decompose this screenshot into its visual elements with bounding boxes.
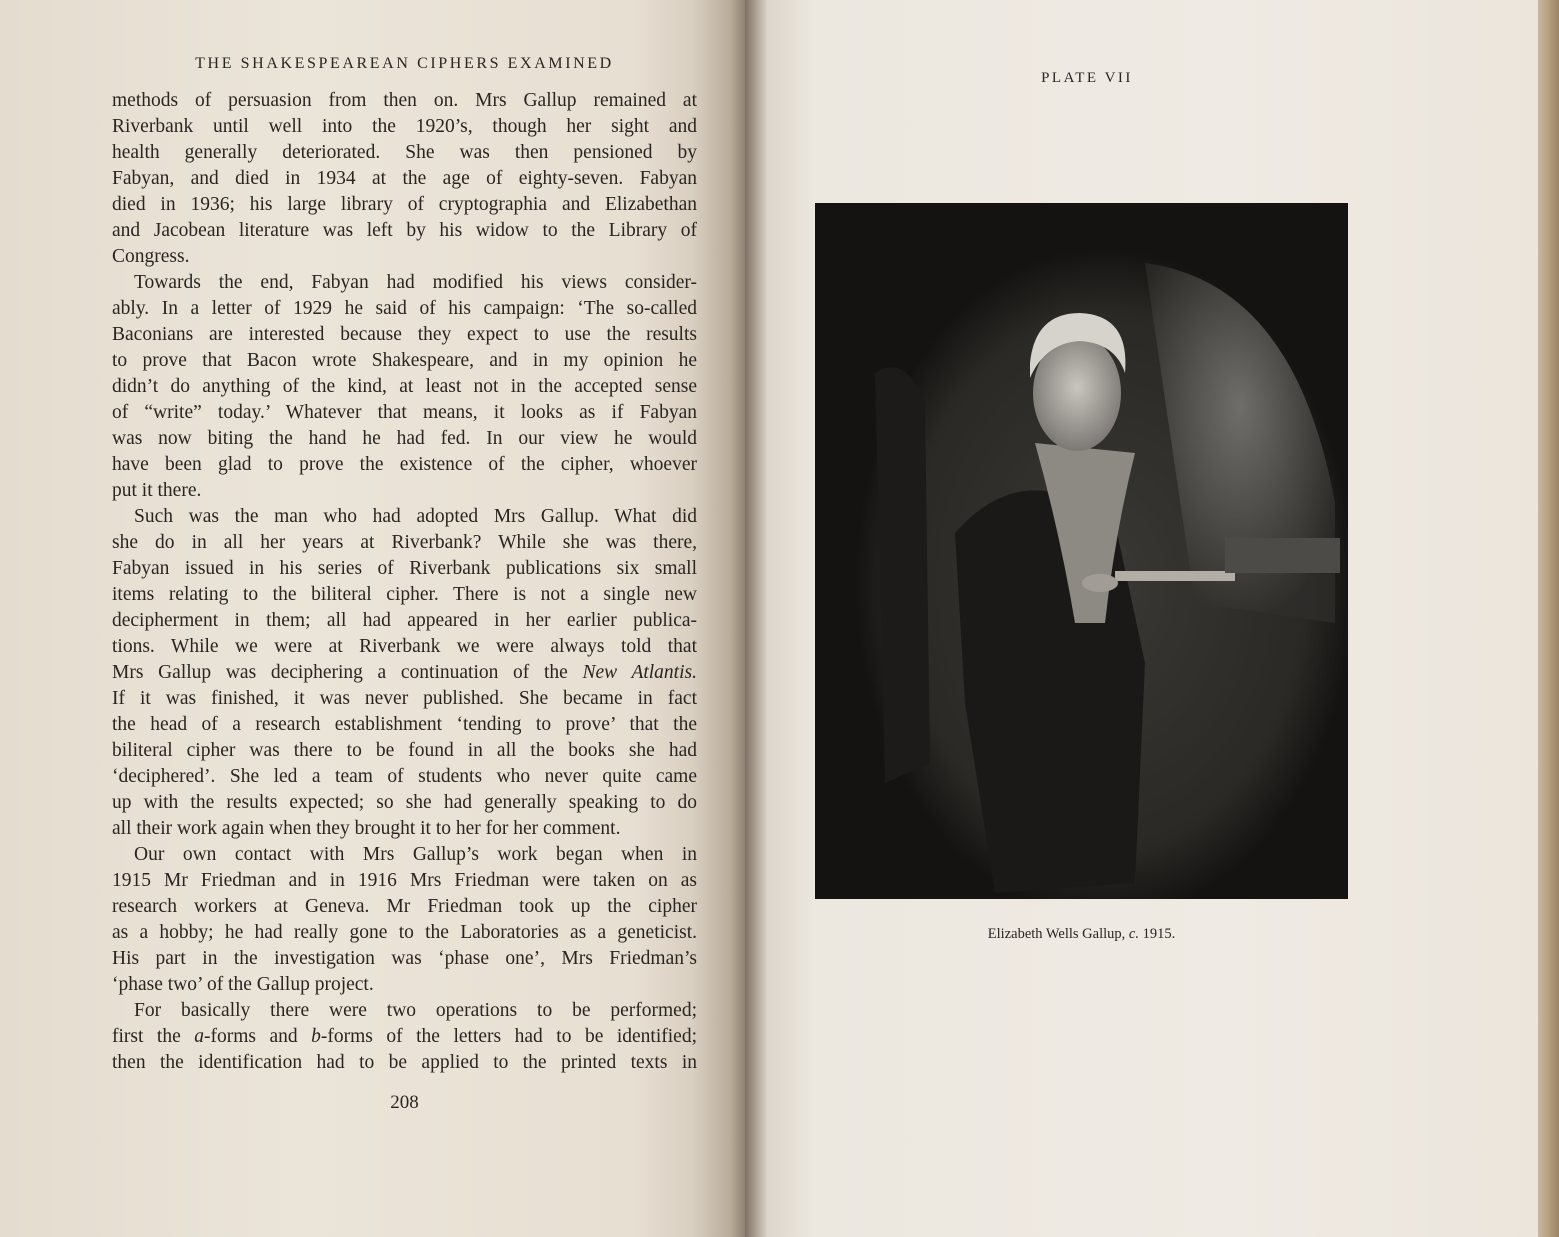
text-line: Baconians are interested because they expect to use the results xyxy=(112,324,697,345)
text-line: Fabyan, and died in 1934 at the age of eighty-seven. Fabyan xyxy=(112,168,697,189)
text-line: research workers at Geneva. Mr Friedman took up the cipher xyxy=(112,896,697,917)
italic-text: b xyxy=(311,1026,321,1047)
text-line: ‘phase two’ of the Gallup project. xyxy=(112,974,374,995)
text-line: was now biting the hand he had fed. In our view he would xyxy=(112,428,697,449)
caption-year: 1915. xyxy=(1138,926,1176,942)
text-line: methods of persuasion from then on. Mrs Gallup remained at xyxy=(112,90,697,111)
text-line: Our own contact with Mrs Gallup’s work began when in xyxy=(134,844,697,865)
photo-caption xyxy=(815,926,1348,943)
text-line: and Jacobean literature was left by his widow to the Library of xyxy=(112,220,697,241)
text-line: tions. While we were at Riverbank we were always told that xyxy=(112,636,697,657)
caption-text: Elizabeth Wells Gallup, xyxy=(987,926,1129,942)
running-head: THE SHAKESPEAREAN CIPHERS EXAMINED xyxy=(195,55,614,72)
left-page xyxy=(0,0,745,1237)
text-line: ably. In a letter of 1929 he said of his campaign: ‘The so-called xyxy=(112,298,697,319)
text-line: to prove that Bacon wrote Shakespeare, and in my opinion he xyxy=(112,350,697,371)
text-line: biliteral cipher was there to be found in all the books she had xyxy=(112,740,697,761)
italic-text: a xyxy=(194,1026,204,1047)
text-line: decipherment in them; all had appeared in her earlier publica- xyxy=(112,610,697,631)
text-line: Mrs Gallup was deciphering a continuation of the New Atlantis. xyxy=(112,662,697,683)
text-line: have been glad to prove the existence of the cipher, whoever xyxy=(112,454,697,475)
text-line: For basically there were two operations to be performed; xyxy=(134,1000,697,1021)
text-line: died in 1936; his large library of cryptographia and Elizabethan xyxy=(112,194,697,215)
text-line: all their work again when they brought it to her for her comment. xyxy=(112,818,621,839)
text-line: up with the results expected; so she had generally speaking to do xyxy=(112,792,697,813)
text-line: Riverbank until well into the 1920’s, though her sight and xyxy=(112,116,697,137)
text-line: first the a-forms and b-forms of the letters had to be identified; xyxy=(112,1026,697,1047)
page-edge xyxy=(1538,0,1559,1237)
text-line: 1915 Mr Friedman and in 1916 Mrs Friedman were taken on as xyxy=(112,870,697,891)
text-line: didn’t do anything of the kind, at least not in the accepted sense xyxy=(112,376,697,397)
page-number: 208 xyxy=(390,1092,419,1113)
text-line: Such was the man who had adopted Mrs Gallup. What did xyxy=(134,506,697,527)
portrait-image xyxy=(815,203,1348,899)
text-line: as a hobby; he had really gone to the Laboratories as a geneticist. xyxy=(112,922,697,943)
portrait-photograph xyxy=(815,203,1348,899)
text-line: If it was finished, it was never published. She became in fact xyxy=(112,688,697,709)
caption-circa: c. xyxy=(1128,926,1139,942)
book-gutter xyxy=(745,0,767,1237)
text-line: of “write” today.’ Whatever that means, it looks as if Fabyan xyxy=(112,402,697,423)
text-line: Congress. xyxy=(112,246,190,267)
text-line: items relating to the biliteral cipher. There is not a single new xyxy=(112,584,697,605)
text-line: the head of a research establishment ‘tending to prove’ that the xyxy=(112,714,697,735)
text-line: His part in the investigation was ‘phase one’, Mrs Friedman’s xyxy=(112,948,697,969)
text-line: ‘deciphered’. She led a team of students who never quite came xyxy=(112,766,697,787)
text-line: put it there. xyxy=(112,480,202,501)
plate-label: PLATE VII xyxy=(1041,70,1133,86)
text-line: she do in all her years at Riverbank? While she was there, xyxy=(112,532,697,553)
italic-text: New Atlantis. xyxy=(582,662,697,683)
text-line: Fabyan issued in his series of Riverbank publications six small xyxy=(112,558,697,579)
text-line: Towards the end, Fabyan had modified his views consider- xyxy=(134,272,697,293)
body-text xyxy=(112,88,697,1076)
text-line: health generally deteriorated. She was then pensioned by xyxy=(112,142,697,163)
text-line: then the identification had to be applied to the printed texts in xyxy=(112,1052,697,1073)
